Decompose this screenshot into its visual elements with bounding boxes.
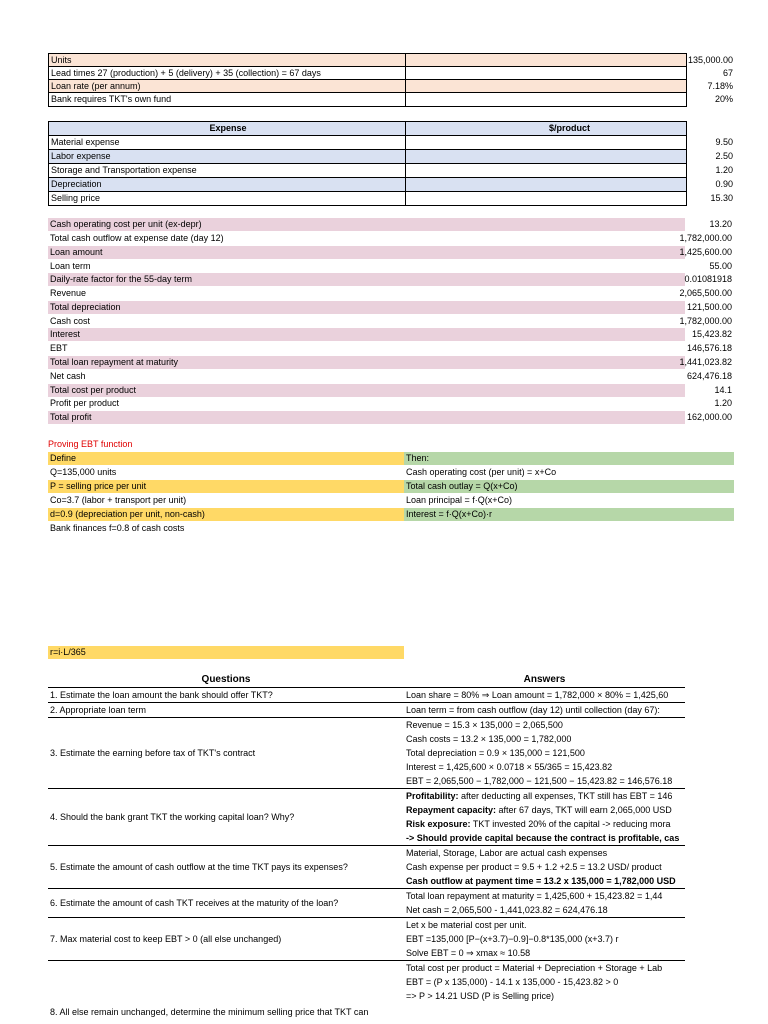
- answer-cell: Material, Storage, Labor are actual cash expenses: [404, 846, 685, 861]
- answer-cell: EBT =135,000 [P−(x+3.7)−0.9]−0.8*135,000 (x+3.7) r: [406, 934, 619, 944]
- qa-row: [48, 688, 685, 703]
- ebt-proof-title: Proving EBT function: [48, 439, 133, 449]
- ebt-right-cell: Cash operating cost (per unit) = x+Co: [406, 467, 557, 477]
- question-cell: 1. Estimate the loan amount the bank should offer TKT?: [48, 688, 404, 703]
- questions-header: Questions: [201, 674, 251, 685]
- calc-value: 624,476.18: [686, 371, 732, 381]
- expense-label: Storage and Transportation expense: [51, 165, 197, 175]
- calc-label: Total cash outflow at expense date (day 12): [50, 233, 224, 243]
- calc-row: [48, 370, 732, 383]
- question-cell: 7. Max material cost to keep EBT > 0 (all else unchanged): [48, 918, 404, 961]
- ebt-proof-row: [48, 466, 685, 479]
- answer-cell: Cash expense per product = 9.5 + 1.2 +2.5 = 13.2 USD/ product: [406, 862, 662, 872]
- calc-value: 1,782,000.00: [679, 233, 732, 243]
- answer-cell: Interest = 1,425,600 × 0.0718 × 55/365 = 15,423.82: [406, 762, 613, 772]
- answer-text: TKT invested 20% of the capital -> reducing mora: [470, 819, 671, 829]
- question-cell: [48, 975, 404, 989]
- calc-value: 2,065,500.00: [679, 288, 732, 298]
- calc-value: 0.01081918: [684, 274, 732, 284]
- answers-header: Answers: [523, 674, 566, 685]
- input-value: 67: [405, 67, 735, 80]
- question-cell: [48, 961, 404, 976]
- question-cell: 5. Estimate the amount of cash outflow at the time TKT pays its expenses?: [48, 846, 404, 889]
- answer-cell: [404, 803, 685, 817]
- input-label: Lead times 27 (production) + 5 (delivery) + 35 (collection) = 67 days: [51, 68, 321, 78]
- ebt-right-cell: Loan principal = f·Q(x+Co): [406, 495, 513, 505]
- answer-cell: [404, 817, 685, 831]
- input-label: Bank requires TKT's own fund: [51, 94, 172, 104]
- calc-row: [48, 342, 732, 355]
- ebt-proof-row: [48, 480, 685, 493]
- qa-header-row: [48, 673, 685, 688]
- ebt-proof-row: [48, 452, 685, 465]
- calc-row: [48, 260, 732, 273]
- qa-table: [48, 673, 685, 1017]
- expense-value: 9.50: [405, 136, 735, 149]
- calc-value: 15,423.82: [691, 329, 732, 339]
- answer-cell: => P > 14.21 USD (P is Selling price): [406, 991, 554, 1001]
- ebt-right-cell: [404, 522, 734, 535]
- answer-cell: Solve EBT = 0 ⇒ xmax ≈ 10.58: [406, 948, 531, 958]
- input-value: 20%: [405, 93, 735, 106]
- answer-bold: Repayment capacity:: [406, 805, 497, 815]
- input-label: Loan rate (per annum): [51, 81, 141, 91]
- qa-row: [48, 961, 685, 976]
- calc-value: 14.1: [714, 385, 732, 395]
- calc-label: Revenue: [50, 288, 87, 298]
- calc-row: [48, 218, 732, 231]
- answer-bold: -> Should provide capital because the contract is profitable, cas: [406, 833, 680, 843]
- expense-row: [48, 177, 733, 191]
- ebt-left-cell: d=0.9 (depreciation per unit, non-cash): [48, 508, 404, 521]
- ebt-proof-row: [48, 494, 685, 507]
- input-row: [48, 92, 733, 107]
- calc-label: Loan amount: [50, 247, 103, 257]
- rate-formula: r=i·L/365: [48, 646, 404, 659]
- expense-value: 15.30: [405, 192, 735, 205]
- expense-header: [48, 121, 687, 135]
- calc-label: EBT: [50, 343, 68, 353]
- calc-value: 1.20: [714, 398, 732, 408]
- qa-row: [48, 989, 685, 1003]
- answer-text: after 67 days, TKT will earn 2,065,000 USD: [496, 805, 672, 815]
- question-cell: 3. Estimate the earning before tax of TKT's contract: [48, 718, 404, 789]
- answer-cell: [404, 1003, 685, 1017]
- calc-row: [48, 301, 732, 314]
- question-cell: 8. All else remain unchanged, determine the minimum selling price that TKT can: [50, 1007, 369, 1017]
- ebt-left-cell: Define: [48, 452, 404, 465]
- answer-cell: Total cost per product = Material + Depreciation + Storage + Lab: [404, 961, 685, 976]
- calc-label: Net cash: [50, 371, 86, 381]
- calc-label: Total depreciation: [50, 302, 121, 312]
- calc-row: [48, 328, 732, 341]
- ebt-proof-row: [48, 522, 685, 535]
- calc-value: 121,500.00: [686, 302, 732, 312]
- calc-label: Profit per product: [50, 398, 120, 408]
- input-row: [48, 53, 733, 67]
- input-label: Units: [51, 55, 72, 65]
- ebt-left-cell: Co=3.7 (labor + transport per unit): [50, 495, 187, 505]
- answer-cell: Loan term = from cash outflow (day 12) until collection (day 67):: [404, 703, 685, 718]
- expense-value: 2.50: [405, 150, 735, 163]
- calc-label: Loan term: [50, 261, 91, 271]
- calc-row: [48, 273, 732, 286]
- answer-cell: Total depreciation = 0.9 × 135,000 = 121,500: [406, 748, 585, 758]
- calc-row: [48, 246, 732, 259]
- answer-cell: Cash outflow at payment time = 13.2 x 135,000 = 1,782,000 USD: [406, 876, 676, 886]
- qa-row: [48, 975, 685, 989]
- calc-row: [48, 411, 732, 424]
- ebt-left-cell: Bank finances f=0.8 of cash costs: [50, 523, 185, 533]
- expense-label: Selling price: [51, 193, 101, 203]
- qa-row: [48, 703, 685, 718]
- question-cell: 4. Should the bank grant TKT the working capital loan? Why?: [48, 789, 404, 846]
- qa-row: [48, 889, 685, 904]
- calc-label: Daily-rate factor for the 55-day term: [50, 274, 193, 284]
- calc-value: 1,782,000.00: [679, 316, 732, 326]
- calc-label: Total cost per product: [50, 385, 137, 395]
- calc-label: Total profit: [50, 412, 92, 422]
- expense-label: Material expense: [51, 137, 120, 147]
- ebt-left-cell: P = selling price per unit: [48, 480, 404, 493]
- qa-row: [48, 846, 685, 861]
- expense-value: 1.20: [405, 164, 735, 177]
- answer-cell: [404, 831, 685, 846]
- answer-bold: Profitability:: [406, 791, 459, 801]
- answer-cell: Loan share = 80% ⇒ Loan amount = 1,782,000 × 80% = 1,425,60: [404, 688, 685, 703]
- calc-row: [48, 397, 732, 410]
- ebt-right-cell: Interest = f·Q(x+Co)·r: [404, 508, 734, 521]
- calc-row: [48, 287, 732, 300]
- expense-col-header: Expense: [209, 123, 247, 133]
- expense-row: [48, 149, 733, 163]
- expense-row: [48, 163, 733, 177]
- calc-value: 146,576.18: [686, 343, 732, 353]
- price-col-header: $/product: [405, 122, 735, 135]
- expense-row: [48, 191, 733, 206]
- calc-label: Cash cost: [50, 316, 91, 326]
- answer-cell: Cash costs = 13.2 × 135,000 = 1,782,000: [406, 734, 572, 744]
- expense-label: Depreciation: [51, 179, 102, 189]
- answer-cell: Net cash = 2,065,500 - 1,441,023.82 = 624,476.18: [406, 905, 608, 915]
- calc-value: 1,425,600.00: [679, 247, 732, 257]
- answer-bold: Risk exposure:: [406, 819, 471, 829]
- expense-row: [48, 135, 733, 149]
- calc-value: 1,441,023.82: [679, 357, 732, 367]
- calc-row: [48, 356, 732, 369]
- answer-cell: [404, 789, 685, 804]
- input-value: 7.18%: [405, 80, 735, 93]
- ebt-right-cell: Total cash outlay = Q(x+Co): [404, 480, 734, 493]
- qa-row: [48, 918, 685, 933]
- input-row: [48, 79, 733, 93]
- answer-cell: EBT = (P x 135,000) - 14.1 x 135,000 - 15,423.82 > 0: [406, 977, 619, 987]
- calc-row: [48, 384, 732, 397]
- answer-cell: Revenue = 15.3 × 135,000 = 2,065,500: [404, 718, 685, 733]
- expense-label: Labor expense: [51, 151, 111, 161]
- input-row: [48, 66, 733, 80]
- qa-row: [48, 1003, 685, 1017]
- ebt-right-cell: Then:: [404, 452, 734, 465]
- answer-cell: Let x be material cost per unit.: [404, 918, 685, 933]
- ebt-left-cell: Q=135,000 units: [50, 467, 117, 477]
- calc-row: [48, 315, 732, 328]
- input-value: 135,000.00: [405, 54, 735, 67]
- answer-text: after deducting all expenses, TKT still has EBT = 146: [458, 791, 673, 801]
- calc-label: Interest: [50, 329, 81, 339]
- answer-cell: Total loan repayment at maturity = 1,425,600 + 15,423.82 = 1,44: [404, 889, 685, 904]
- question-cell: [48, 989, 404, 1003]
- calc-row: [48, 232, 732, 245]
- ebt-proof-row: [48, 508, 685, 521]
- question-cell: 2. Appropriate loan term: [48, 703, 404, 718]
- qa-row: [48, 789, 685, 804]
- calc-value: 55.00: [709, 261, 732, 271]
- question-cell: 6. Estimate the amount of cash TKT receives at the maturity of the loan?: [48, 889, 404, 918]
- qa-row: [48, 718, 685, 733]
- expense-value: 0.90: [405, 178, 735, 191]
- calc-value: 13.20: [709, 219, 732, 229]
- calc-value: 162,000.00: [686, 412, 732, 422]
- calc-label: Cash operating cost per unit (ex-depr): [50, 219, 202, 229]
- calc-label: Total loan repayment at maturity: [50, 357, 179, 367]
- answer-cell: EBT = 2,065,500 − 1,782,000 − 121,500 − 15,423.82 = 146,576.18: [406, 776, 673, 786]
